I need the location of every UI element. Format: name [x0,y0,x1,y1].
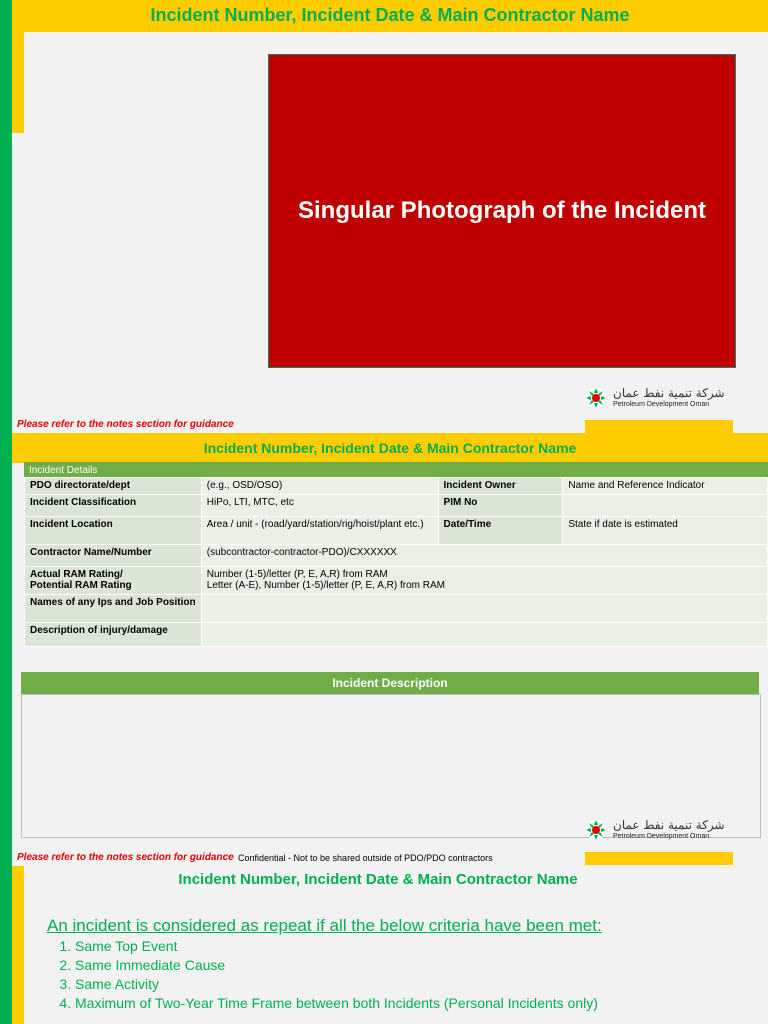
confidential-note: Confidential - Not to be shared outside of PDO/PDO contractors [238,853,493,863]
pdo-emblem-icon [585,819,607,841]
date-time-label: Date/Time [438,517,563,545]
table-row [25,595,768,623]
incident-photo-placeholder[interactable] [268,54,736,368]
table-row [25,517,768,545]
contractor-label: Contractor Name/Number [25,545,202,567]
table-row [25,545,768,567]
guidance-note-1: Please refer to the notes section for guidance [17,419,234,430]
pdo-dir-label: PDO directorate/dept [25,478,202,495]
left-yellow-accent [12,32,24,133]
list-item: 4. Maximum of Two-Year Time Frame between both Incidents (Personal Incidents only) [75,994,598,1013]
logo-english-text: Petroleum Development Oman [613,833,710,840]
pdo-emblem-icon [585,387,607,409]
slide3-yellow-accent [12,866,24,1024]
ips-value[interactable] [201,595,767,623]
photo-label: Singular Photograph of the Incident [298,197,706,224]
slide1-title: Incident Number, Incident Date & Main Contractor Name [150,5,630,25]
slide3-title: Incident Number, Incident Date & Main Contractor Name [178,871,578,888]
injury-value[interactable] [201,623,767,647]
table-row [25,623,768,647]
location-value[interactable]: Area / unit - (road/yard/station/rig/hoist/plant etc.) [201,517,438,545]
list-item: 3. Same Activity [75,975,598,994]
table-row [25,495,768,517]
pdo-logo [585,818,725,841]
ram-rating-value[interactable] [201,567,767,595]
ram-actual-value: Number (1-5)/letter (P, E, A,R) from RAM [206,569,388,580]
list-item: 1. Same Top Event [75,937,598,956]
incident-details-header: Incident Details [24,462,768,479]
injury-label: Description of injury/damage [25,623,202,647]
date-time-value[interactable]: State if date is estimated [563,517,768,545]
logo-english-text: Petroleum Development Oman [613,401,710,408]
yellow-strip-1 [585,420,733,433]
pdo-logo [585,386,725,409]
logo-arabic-text: شركة تنمية نفط عمان [613,386,725,400]
slide2-title: Incident Number, Incident Date & Main Contractor Name [203,440,577,456]
ips-label: Names of any Ips and Job Position [25,595,202,623]
classification-value[interactable]: HiPo, LTI, MTC, etc [201,495,438,517]
pdo-dir-value[interactable]: (e.g., OSD/OSO) [201,478,438,495]
incident-description-box[interactable] [21,694,761,838]
list-item: 2. Same Immediate Cause [75,956,598,975]
ram-rating-label [25,567,202,595]
repeat-criteria-title: An incident is considered as repeat if all the below criteria have been met: [47,916,602,935]
guidance-note-2: Please refer to the notes section for guidance [17,852,234,863]
incident-owner-label: Incident Owner [438,478,563,495]
left-green-bar [0,0,12,1024]
incident-description-header: Incident Description [21,672,759,694]
logo-arabic-text: شركة تنمية نفط عمان [613,818,725,832]
ram-actual-label: Actual RAM Rating/ [30,569,123,580]
table-row [25,567,768,595]
ram-potential-value: Letter (A-E), Number (1-5)/letter (P, E, A,R) from RAM [206,580,445,591]
location-label: Incident Location [25,517,202,545]
incident-details-table [24,477,768,647]
incident-owner-value[interactable]: Name and Reference Indicator [563,478,768,495]
ram-potential-label: Potential RAM Rating [30,580,132,591]
contractor-value[interactable]: (subcontractor-contractor-PDO)/CXXXXXX [201,545,767,567]
pim-no-value[interactable] [563,495,768,517]
table-row [25,478,768,495]
yellow-strip-2 [585,852,733,865]
repeat-criteria-list [47,937,598,1013]
pim-no-label: PIM No [438,495,563,517]
classification-label: Incident Classification [25,495,202,517]
